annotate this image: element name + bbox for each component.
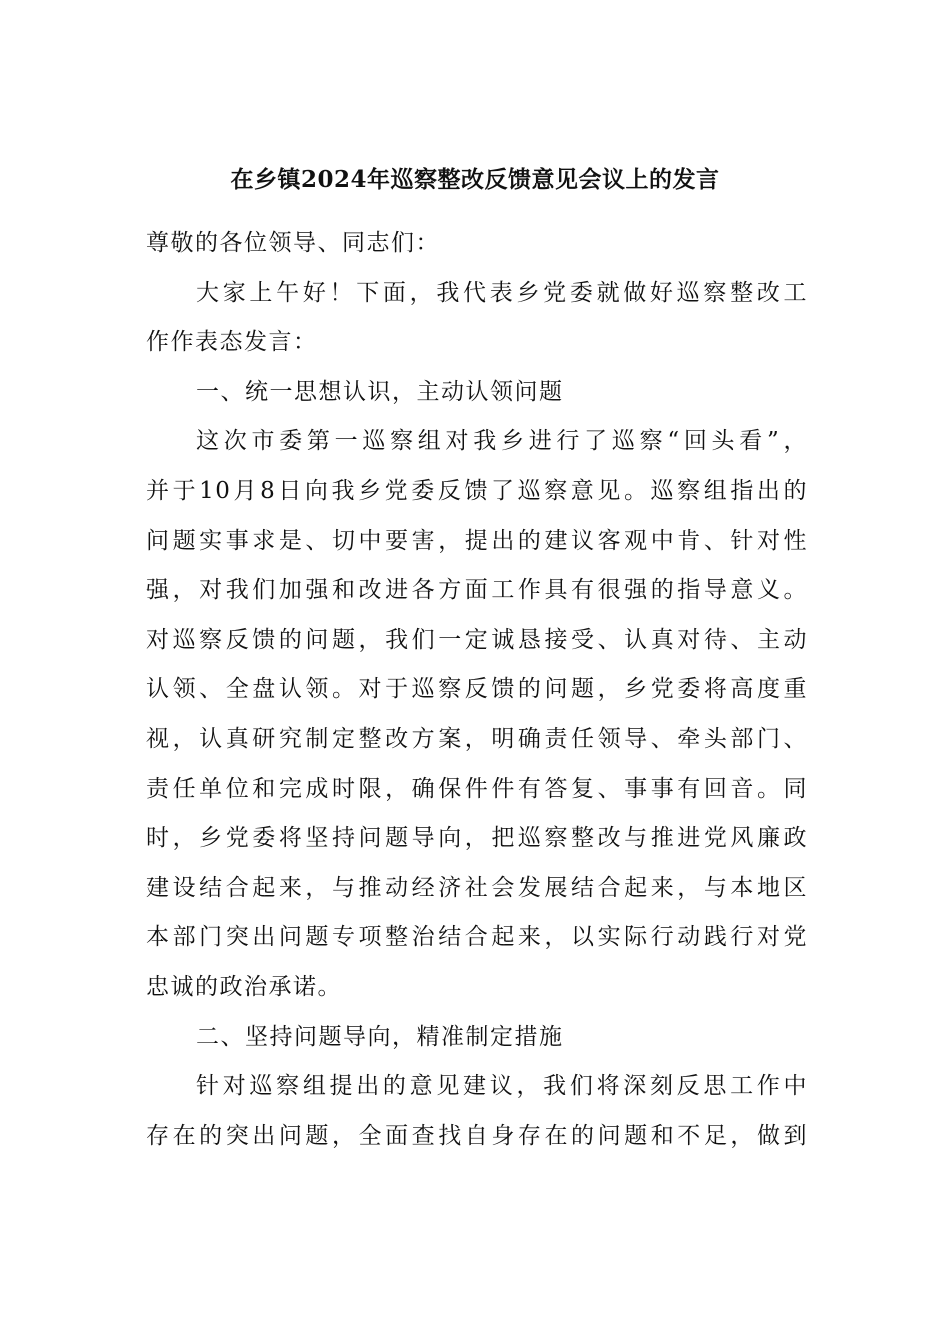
salutation-line: 尊敬的各位领导、同志们：: [146, 230, 440, 256]
paragraph-line: 时，乡党委将坚持问题导向，把巡察整改与推进党风廉政: [146, 825, 808, 852]
paragraph-line: 建设结合起来，与推动经济社会发展结合起来，与本地区: [146, 874, 808, 901]
paragraph-line: 并于10月8日向我乡党委反馈了巡察意见。巡察组指出的: [146, 477, 808, 504]
paragraph-line: 本部门突出问题专项整治结合起来，以实际行动践行对党: [146, 924, 808, 951]
paragraph-line: 认领、全盘认领。对于巡察反馈的问题，乡党委将高度重: [146, 676, 808, 703]
paragraph-line: 作作表态发言：: [146, 329, 318, 356]
paragraph-line: 问题实事求是、切中要害，提出的建议客观中肯、针对性: [146, 527, 808, 554]
paragraph-line: 针对巡察组提出的意见建议，我们将深刻反思工作中: [196, 1073, 808, 1100]
section-heading-1: 一、统一思想认识，主动认领问题: [196, 378, 564, 405]
paragraph-line: 这次市委第一巡察组对我乡进行了巡察“回头看”，: [196, 428, 808, 455]
paragraph-line: 强，对我们加强和改进各方面工作具有很强的指导意义。: [146, 577, 808, 604]
document-body: [146, 219, 808, 1161]
paragraph-line: 大家上午好！下面，我代表乡党委就做好巡察整改工: [196, 279, 808, 306]
paragraph-line: 忠诚的政治承诺。: [146, 973, 342, 1000]
paragraph-line: 视，认真研究制定整改方案，明确责任领导、牵头部门、: [146, 725, 808, 752]
section-heading-2: 二、坚持问题导向，精准制定措施: [196, 1023, 564, 1050]
document-title: 在乡镇2024年巡察整改反馈意见会议上的发言: [230, 166, 720, 193]
paragraph-line: 对巡察反馈的问题，我们一定诚恳接受、认真对待、主动: [146, 626, 808, 653]
paragraph-line: 责任单位和完成时限，确保件件有答复、事事有回音。同: [146, 775, 808, 802]
paragraph-line: 存在的突出问题，全面查找自身存在的问题和不足，做到: [146, 1122, 808, 1149]
